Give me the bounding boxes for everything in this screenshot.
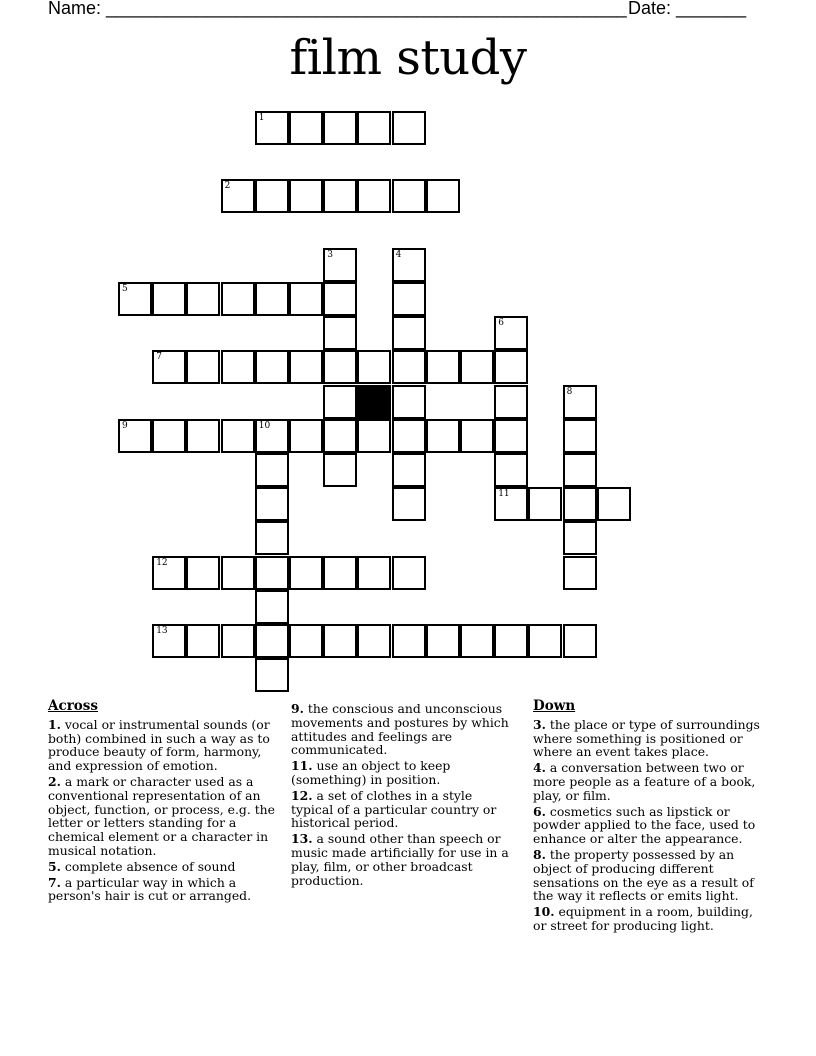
grid-cell[interactable] xyxy=(323,179,357,213)
grid-cell[interactable] xyxy=(152,350,186,384)
grid-cell[interactable] xyxy=(221,556,255,590)
grid-cell[interactable] xyxy=(494,316,528,350)
grid-cell[interactable] xyxy=(460,350,494,384)
grid-cell[interactable] xyxy=(563,385,597,419)
grid-cell[interactable] xyxy=(186,350,220,384)
clue-across-11: 11. use an object to keep (something) in position. xyxy=(291,758,451,787)
clue-across-7: 7. a particular way in which a person's hair is cut or arranged. xyxy=(48,874,252,904)
grid-cell[interactable] xyxy=(323,385,357,419)
clue-number: 6 xyxy=(498,318,504,329)
page-title: film study xyxy=(289,30,527,86)
grid-cell[interactable] xyxy=(494,487,528,521)
clue-down-4: 4. a conversation between two or more people as a feature of a book, play, or film. xyxy=(533,760,756,803)
grid-cell[interactable] xyxy=(186,282,220,316)
across-clues-column xyxy=(48,700,280,905)
grid-cell[interactable] xyxy=(152,282,186,316)
grid-cell[interactable] xyxy=(289,111,323,145)
grid-cell[interactable] xyxy=(392,248,426,282)
name-line[interactable]: ____________________________________________________ xyxy=(106,0,627,18)
grid-cell[interactable] xyxy=(255,556,289,590)
across-heading: Across xyxy=(48,698,99,714)
clue-down-10: 10. equipment in a room, building, or street for producing light. xyxy=(533,904,753,933)
clue-down-6: 6. cosmetics such as lipstick or powder applied to the face, used to enhance or alter the appearance. xyxy=(533,803,756,847)
down-heading: Down xyxy=(533,698,576,714)
grid-cell[interactable] xyxy=(392,419,426,453)
grid-cell[interactable] xyxy=(426,624,460,658)
grid-cell[interactable] xyxy=(494,385,528,419)
black-square xyxy=(357,385,391,419)
grid-cell[interactable] xyxy=(392,453,426,487)
clue-across-9: 9. the conscious and unconscious movements and postures by which attitudes and feelings are communicated. xyxy=(291,701,509,758)
clue-across-2: 2. a mark or character used as a conventional representation of an object, function, or process, e.g. the letter or letters standing for a chemical element or a character in musical notation. xyxy=(48,773,275,858)
clue-number: 11 xyxy=(498,489,510,500)
clue-number: 3 xyxy=(327,249,333,260)
grid-cell[interactable] xyxy=(152,556,186,590)
grid-cell[interactable] xyxy=(460,624,494,658)
grid-cell[interactable] xyxy=(494,419,528,453)
grid-cell[interactable] xyxy=(221,282,255,316)
grid-cell[interactable] xyxy=(289,556,323,590)
grid-cell[interactable] xyxy=(323,350,357,384)
grid-cell[interactable] xyxy=(186,419,220,453)
grid-cell[interactable] xyxy=(255,658,289,692)
clue-number: 9 xyxy=(122,420,128,431)
grid-cell[interactable] xyxy=(357,624,391,658)
grid-cell[interactable] xyxy=(323,248,357,282)
grid-cell[interactable] xyxy=(392,624,426,658)
grid-cell[interactable] xyxy=(255,624,289,658)
grid-cell[interactable] xyxy=(563,419,597,453)
clue-across-12: 12. a set of clothes in a style typical of a particular country or historical period. xyxy=(291,787,497,831)
grid-cell[interactable] xyxy=(357,556,391,590)
grid-cell[interactable] xyxy=(392,385,426,419)
grid-cell[interactable] xyxy=(255,453,289,487)
grid-cell[interactable] xyxy=(221,350,255,384)
clue-number: 7 xyxy=(156,352,162,363)
clue-number: 13 xyxy=(156,626,168,636)
grid-cell[interactable] xyxy=(563,453,597,487)
grid-cell[interactable] xyxy=(186,556,220,590)
clue-down-8: 8. the property possessed by an object of producing different sensations on the eye as a result of the way it reflects or emits light. xyxy=(533,846,754,904)
grid-cell[interactable] xyxy=(323,419,357,453)
grid-cell[interactable] xyxy=(255,419,289,453)
grid-cell[interactable] xyxy=(289,419,323,453)
grid-cell[interactable] xyxy=(563,624,597,658)
grid-cell[interactable] xyxy=(426,179,460,213)
grid-cell[interactable] xyxy=(426,419,460,453)
grid-cell[interactable] xyxy=(221,179,255,213)
grid-cell[interactable] xyxy=(323,316,357,350)
grid-cell[interactable] xyxy=(221,419,255,453)
date-field[interactable]: Date: _______ xyxy=(628,0,747,18)
grid-cell[interactable] xyxy=(392,111,426,145)
grid-cell[interactable] xyxy=(392,487,426,521)
grid-cell[interactable] xyxy=(118,282,152,316)
grid-cell[interactable] xyxy=(323,453,357,487)
grid-cell[interactable] xyxy=(152,419,186,453)
clue-number: 5 xyxy=(122,284,128,294)
grid-cell[interactable] xyxy=(323,282,357,316)
grid-cell[interactable] xyxy=(460,419,494,453)
name-label: Name: xyxy=(48,0,107,18)
grid-cell[interactable] xyxy=(152,624,186,658)
grid-cell[interactable] xyxy=(255,282,289,316)
grid-cell[interactable] xyxy=(597,487,631,521)
grid-cell[interactable] xyxy=(357,419,391,453)
clue-number: 1 xyxy=(258,113,265,123)
grid-cell[interactable] xyxy=(323,556,357,590)
grid-cell[interactable] xyxy=(255,487,289,521)
grid-cell[interactable] xyxy=(255,179,289,213)
grid-cell[interactable] xyxy=(289,624,323,658)
grid-cell[interactable] xyxy=(528,487,562,521)
grid-cell[interactable] xyxy=(255,111,289,145)
clue-number: 2 xyxy=(224,181,231,192)
grid-cell[interactable] xyxy=(289,282,323,316)
clue-down-3: 3. the place or type of surroundings where something is positioned or where an event takes place. xyxy=(533,716,760,760)
grid-cell[interactable] xyxy=(563,487,597,521)
grid-cell[interactable] xyxy=(494,453,528,487)
across-clues-column-2 xyxy=(291,702,517,889)
grid-cell[interactable] xyxy=(289,350,323,384)
grid-cell[interactable] xyxy=(494,350,528,384)
grid-cell[interactable] xyxy=(563,521,597,555)
grid-cell[interactable] xyxy=(118,419,152,453)
grid-cell[interactable] xyxy=(357,179,391,213)
clue-number: 4 xyxy=(395,249,402,260)
grid-cell[interactable] xyxy=(323,111,357,145)
grid-cell[interactable] xyxy=(563,556,597,590)
clue-number: 8 xyxy=(566,386,573,397)
clue-across-5: 5. complete absence of sound xyxy=(48,858,236,874)
grid-cell[interactable] xyxy=(255,521,289,555)
clue-across-13: 13. a sound other than speech or music made artificially for use in a play, film, or other broadcast production. xyxy=(291,831,509,888)
grid-cell[interactable] xyxy=(392,350,426,384)
grid-cell[interactable] xyxy=(357,350,391,384)
grid-cell[interactable] xyxy=(186,624,220,658)
grid-cell[interactable] xyxy=(392,282,426,316)
grid-cell[interactable] xyxy=(323,624,357,658)
clue-across-1: 1. vocal or instrumental sounds (or both) combined in such a way as to produce beauty of form, harmony, and expression of emotion. xyxy=(48,716,270,774)
grid-cell[interactable] xyxy=(357,111,391,145)
down-clues-column xyxy=(533,700,765,935)
grid-cell[interactable] xyxy=(289,179,323,213)
grid-cell[interactable] xyxy=(494,624,528,658)
grid-cell[interactable] xyxy=(255,590,289,624)
clue-number: 10 xyxy=(258,420,271,431)
grid-cell[interactable] xyxy=(392,316,426,350)
grid-cell[interactable] xyxy=(255,350,289,384)
grid-cell[interactable] xyxy=(221,624,255,658)
grid-cell[interactable] xyxy=(426,350,460,384)
clue-number: 12 xyxy=(156,557,168,568)
grid-cell[interactable] xyxy=(528,624,562,658)
grid-cell[interactable] xyxy=(392,179,426,213)
grid-cell[interactable] xyxy=(392,556,426,590)
